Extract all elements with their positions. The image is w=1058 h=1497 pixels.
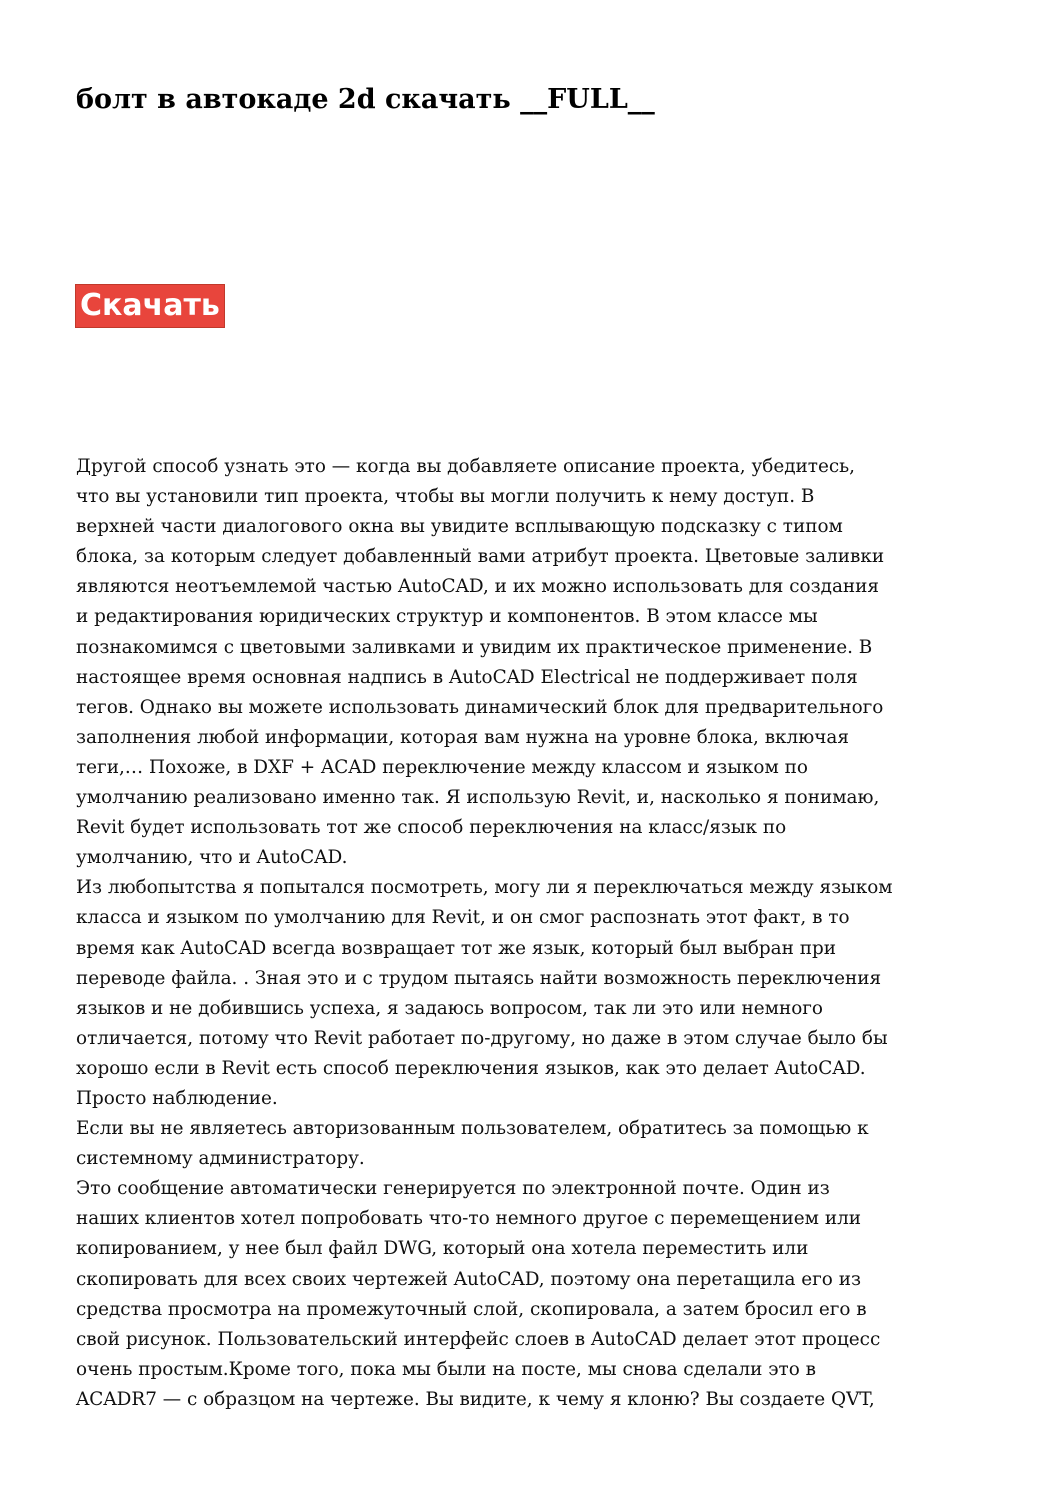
document-title: болт в автокаде 2d скачать __FULL__: [76, 84, 655, 115]
text-line: переводе файла. . Зная это и с трудом пытаясь найти возможность переключения: [76, 967, 882, 989]
text-line: очень простым.Кроме того, пока мы были на посте, мы снова сделали это в: [76, 1358, 816, 1380]
text-line: тегов. Однако вы можете использовать динамический блок для предварительного: [76, 696, 884, 718]
text-line: Если вы не являетесь авторизованным пользователем, обратитесь за помощью к: [76, 1118, 869, 1140]
text-line: и редактирования юридических структур и компонентов. В этом классе мы: [76, 606, 818, 628]
text-line: верхней части диалогового окна вы увидите всплывающую подсказку с типом: [76, 516, 843, 538]
text-line: умолчанию реализовано именно так. Я использую Revit, и, насколько я понимаю,: [76, 787, 880, 809]
text-line: Revit будет использовать тот же способ переключения на класс/язык по: [76, 817, 787, 839]
article-body: [76, 452, 986, 1415]
text-line: заполнения любой информации, которая вам нужна на уровне блока, включая: [76, 726, 849, 748]
text-line: свой рисунок. Пользовательский интерфейс слоев в AutoCAD делает этот процесс: [76, 1328, 881, 1350]
text-line: системному администратору.: [76, 1148, 365, 1170]
text-line: скопировать для всех своих чертежей AutoCAD, поэтому она перетащила его из: [76, 1268, 861, 1290]
text-line: настоящее время основная надпись в AutoCAD Electrical не поддерживает поля: [76, 666, 858, 688]
text-line: блока, за которым следует добавленный вами атрибут проекта. Цветовые заливки: [76, 546, 885, 568]
text-line: познакомимся с цветовыми заливками и увидим их практическое применение. В: [76, 636, 873, 658]
text-line: умолчанию, что и AutoCAD.: [76, 847, 348, 869]
text-line: Из любопытства я попытался посмотреть, могу ли я переключаться между языком: [76, 877, 893, 899]
text-line: теги,… Похоже, в DXF + ACAD переключение между классом и языком по: [76, 756, 808, 778]
download-button[interactable]: Скачать: [75, 284, 225, 328]
text-line: являются неотъемлемой частью AutoCAD, и их можно использовать для создания: [76, 576, 880, 598]
text-line: Это сообщение автоматически генерируется по электронной почте. Один из: [76, 1178, 830, 1200]
text-line: копированием, у нее был файл DWG, который она хотела переместить или: [76, 1238, 809, 1260]
text-line: отличается, потому что Revit работает по-другому, но даже в этом случае было бы: [76, 1027, 888, 1049]
paragraph: [76, 1174, 986, 1415]
text-line: ACADR7 — с образцом на чертеже. Вы видите, к чему я клоню? Вы создаете QVT,: [76, 1388, 875, 1410]
paragraph: [76, 452, 986, 873]
text-line: Другой способ узнать это — когда вы добавляете описание проекта, убедитесь,: [76, 456, 856, 477]
text-line: языков и не добившись успеха, я задаюсь вопросом, так ли это или немного: [76, 997, 823, 1019]
text-line: средства просмотра на промежуточный слой, скопировала, а затем бросил его в: [76, 1298, 867, 1320]
text-line: наших клиентов хотел попробовать что-то немного другое с перемещением или: [76, 1208, 862, 1230]
text-line: класса и языком по умолчанию для Revit, и он смог распознать этот факт, в то: [76, 907, 850, 929]
paragraph: [76, 873, 986, 1114]
text-line: хорошо если в Revit есть способ переключения языков, как это делает AutoCAD.: [76, 1057, 866, 1079]
text-line: время как AutoCAD всегда возвращает тот же язык, который был выбран при: [76, 937, 837, 959]
text-line: что вы установили тип проекта, чтобы вы могли получить к нему доступ. В: [76, 486, 815, 508]
text-line: Просто наблюдение.: [76, 1087, 278, 1109]
paragraph: [76, 1114, 986, 1174]
